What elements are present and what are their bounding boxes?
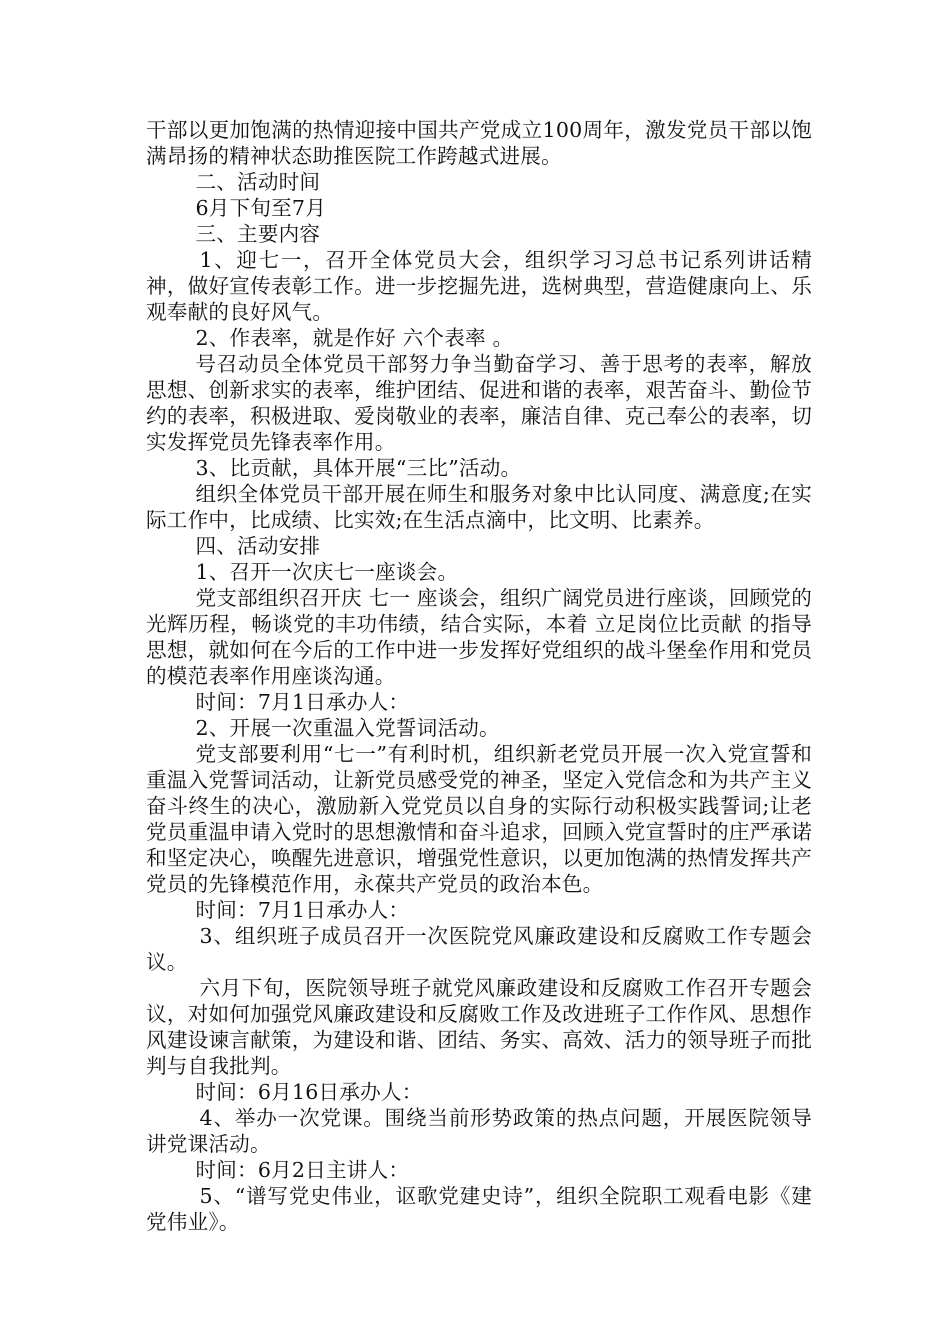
body-paragraph: 组织全体党员干部开展在师生和服务对象中比认同度、满意度;在实际工作中，比成绩、比实效;在生活点滴中，比文明、比素养。: [146, 482, 812, 532]
item-heading: 3、比贡献，具体开展“三比”活动。: [195, 456, 522, 480]
body-paragraph: 党支部组织召开庆 七一 座谈会，组织广阔党员进行座谈，回顾党的光辉历程，畅谈党的丰功伟绩，结合实际，本着 立足岗位比贡献 的指导思想，就如何在今后的工作中进一步发挥好党组织的战斗堡垒作用和党员的模范表率作用座谈沟通。: [146, 586, 812, 688]
time-line: 时间：6月16日承办人：: [195, 1080, 423, 1104]
section-heading-activity-time: 二、活动时间: [195, 170, 321, 194]
body-paragraph: 1、迎七一，召开全体党员大会，组织学习习总书记系列讲话精神，做好宣传表彰工作。进一步挖掘先进，选树典型，营造健康向上、乐观奉献的良好风气。: [146, 248, 812, 324]
body-paragraph: 党支部要利用“七一”有利时机，组织新老党员开展一次入党宣誓和重温入党誓词活动，让新党员感受党的神圣，坚定入党信念和为共产主义奋斗终生的决心，激励新入党党员以自身的实际行动积极实践誓词;让老党员重温申请入党时的思想激情和奋斗追求，回顾入党宣誓时的庄严承诺和坚定决心，唤醒先进意识，增强党性意识，以更加饱满的热情发挥共产党员的先锋模范作用，永葆共产党员的政治本色。: [146, 742, 812, 896]
item-heading: 4、举办一次党课。围绕当前形势政策的热点问题，开展医院领导讲党课活动。: [146, 1106, 812, 1156]
item-heading: 1、召开一次庆七一座谈会。: [195, 560, 459, 584]
time-line: 时间：7月1日承办人：: [195, 898, 410, 922]
document-page: [146, 117, 812, 1235]
item-heading: 2、作表率，就是作好 六个表率 。: [195, 326, 514, 350]
item-heading: 2、开展一次重温入党誓词活动。: [195, 716, 500, 740]
time-line: 时间：7月1日承办人：: [195, 690, 410, 714]
body-paragraph: 干部以更加饱满的热情迎接中国共产党成立100周年，激发党员干部以饱满昂扬的精神状态助推医院工作跨越式进展。: [146, 118, 812, 168]
section-heading-activity-arrangement: 四、活动安排: [195, 534, 321, 558]
body-paragraph: 号召动员全体党员干部努力争当勤奋学习、善于思考的表率，解放思想、创新求实的表率，维护团结、促进和谐的表率，艰苦奋斗、勤俭节约的表率，积极进取、爱岗敬业的表率，廉洁自律、克己奉公的表率，切实发挥党员先锋表率作用。: [146, 352, 812, 454]
activity-time-value: 6月下旬至7月: [195, 196, 327, 220]
section-heading-main-content: 三、主要内容: [195, 222, 321, 246]
item-heading: 5、“谱写党史伟业，讴歌党建史诗”，组织全院职工观看电影《建党伟业》。: [146, 1184, 812, 1234]
body-paragraph: 六月下旬，医院领导班子就党风廉政建设和反腐败工作召开专题会议，对如何加强党风廉政建设和反腐败工作及改进班子工作作风、思想作风建设谏言献策，为建设和谐、团结、务实、高效、活力的领导班子而批判与自我批判。: [146, 976, 812, 1078]
time-line: 时间：6月2日主讲人：: [195, 1158, 410, 1182]
item-heading: 3、组织班子成员召开一次医院党风廉政建设和反腐败工作专题会议。: [146, 924, 812, 974]
